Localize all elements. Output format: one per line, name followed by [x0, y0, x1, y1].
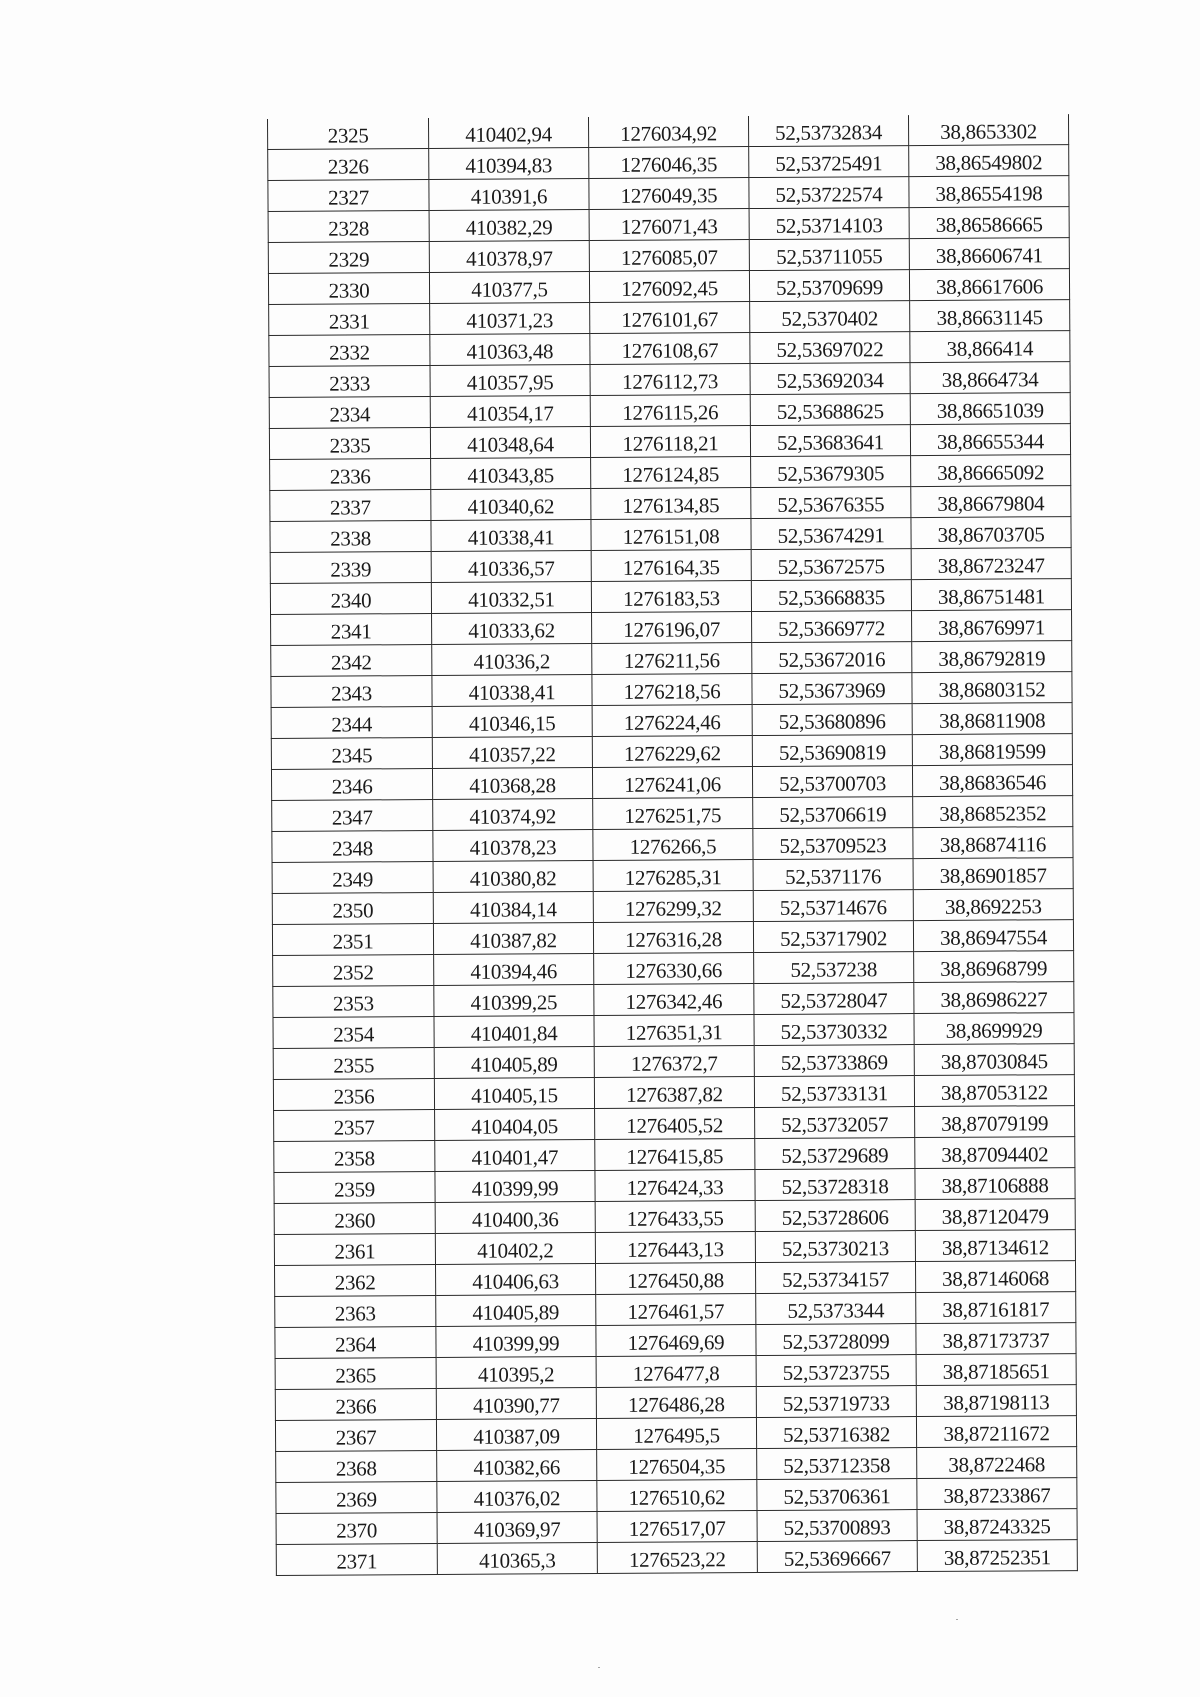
longitude-cell: 38,86769971	[912, 610, 1072, 642]
table-row	[269, 300, 1070, 336]
longitude-cell: 38,86803152	[912, 672, 1072, 704]
x-coordinate-cell: 410401,47	[435, 1140, 595, 1172]
x-coordinate-cell: 410369,97	[437, 1512, 597, 1544]
longitude-cell: 38,86554198	[909, 176, 1069, 208]
longitude-cell: 38,86986227	[914, 982, 1074, 1014]
x-coordinate-cell: 410376,02	[437, 1481, 597, 1513]
latitude-cell: 52,53668835	[751, 580, 911, 612]
point-number-cell: 2360	[274, 1202, 435, 1234]
y-coordinate-cell: 1276071,43	[589, 209, 749, 241]
x-coordinate-cell: 410338,41	[432, 675, 592, 707]
latitude-cell: 52,53711055	[749, 239, 909, 271]
longitude-cell: 38,87198113	[916, 1385, 1076, 1417]
table-row	[272, 796, 1073, 832]
table-row	[274, 1230, 1075, 1266]
table-row	[273, 1075, 1074, 1111]
latitude-cell: 52,53706619	[753, 797, 913, 829]
point-number-cell: 2368	[276, 1450, 437, 1482]
latitude-cell: 52,53679305	[751, 456, 911, 488]
longitude-cell: 38,87252351	[917, 1540, 1077, 1572]
point-number-cell: 2355	[273, 1047, 434, 1079]
latitude-cell: 52,53700703	[752, 766, 912, 798]
latitude-cell: 52,53729689	[755, 1138, 915, 1170]
point-number-cell: 2357	[274, 1109, 435, 1141]
latitude-cell: 52,5371176	[753, 859, 913, 891]
longitude-cell: 38,87161817	[916, 1292, 1076, 1324]
y-coordinate-cell: 1276342,46	[594, 984, 754, 1016]
longitude-cell: 38,87053122	[914, 1075, 1074, 1107]
table-row	[268, 176, 1069, 212]
point-number-cell: 2364	[275, 1326, 436, 1358]
latitude-cell: 52,53700893	[757, 1510, 917, 1542]
point-number-cell: 2343	[271, 676, 432, 708]
y-coordinate-cell: 1276523,22	[597, 1542, 757, 1574]
y-coordinate-cell: 1276251,75	[593, 798, 753, 830]
x-coordinate-cell: 410346,15	[432, 706, 592, 738]
table-row	[275, 1292, 1076, 1328]
table-row	[271, 610, 1072, 646]
table-row	[269, 331, 1070, 367]
longitude-cell: 38,87094402	[915, 1137, 1075, 1169]
x-coordinate-cell: 410382,29	[429, 210, 589, 242]
longitude-cell: 38,8699929	[914, 1013, 1074, 1045]
latitude-cell: 52,53706361	[757, 1479, 917, 1511]
point-number-cell: 2348	[272, 831, 433, 863]
y-coordinate-cell: 1276049,35	[589, 178, 749, 210]
y-coordinate-cell: 1276443,13	[595, 1232, 755, 1264]
x-coordinate-cell: 410368,28	[432, 768, 592, 800]
point-number-cell: 2330	[268, 273, 429, 305]
y-coordinate-cell: 1276510,62	[597, 1480, 757, 1512]
y-coordinate-cell: 1276183,53	[591, 581, 751, 613]
longitude-cell: 38,86852352	[913, 796, 1073, 828]
latitude-cell: 52,53712358	[757, 1448, 917, 1480]
table-row	[275, 1323, 1076, 1359]
y-coordinate-cell: 1276450,88	[595, 1263, 755, 1295]
point-number-cell: 2345	[271, 738, 432, 770]
y-coordinate-cell: 1276469,69	[596, 1325, 756, 1357]
latitude-cell: 52,53714676	[753, 890, 913, 922]
x-coordinate-cell: 410336,57	[431, 551, 591, 583]
latitude-cell: 52,53725491	[749, 146, 909, 178]
point-number-cell: 2363	[275, 1295, 436, 1327]
y-coordinate-cell: 1276517,07	[597, 1511, 757, 1543]
longitude-cell: 38,86606741	[909, 238, 1069, 270]
latitude-cell: 52,53692034	[750, 363, 910, 395]
x-coordinate-cell: 410394,46	[434, 954, 594, 986]
y-coordinate-cell: 1276164,35	[591, 550, 751, 582]
y-coordinate-cell: 1276477,8	[596, 1356, 756, 1388]
x-coordinate-cell: 410363,48	[430, 334, 590, 366]
point-number-cell: 2339	[270, 552, 431, 584]
table-row	[270, 548, 1071, 584]
y-coordinate-cell: 1276241,06	[592, 767, 752, 799]
table-row	[274, 1106, 1075, 1142]
latitude-cell: 52,53716382	[756, 1417, 916, 1449]
latitude-cell: 52,53719733	[756, 1386, 916, 1418]
x-coordinate-cell: 410336,2	[432, 644, 592, 676]
latitude-cell: 52,53714103	[749, 208, 909, 240]
latitude-cell: 52,53734157	[755, 1262, 915, 1294]
y-coordinate-cell: 1276211,56	[592, 643, 752, 675]
latitude-cell: 52,53674291	[751, 518, 911, 550]
point-number-cell: 2342	[271, 645, 432, 677]
y-coordinate-cell: 1276504,35	[597, 1449, 757, 1481]
longitude-cell: 38,86792819	[912, 641, 1072, 673]
x-coordinate-cell: 410399,99	[436, 1326, 596, 1358]
y-coordinate-cell: 1276092,45	[589, 271, 749, 303]
y-coordinate-cell: 1276387,82	[594, 1077, 754, 1109]
x-coordinate-cell: 410394,83	[429, 148, 589, 180]
longitude-cell: 38,86901857	[913, 858, 1073, 890]
longitude-cell: 38,86655344	[910, 424, 1070, 456]
x-coordinate-cell: 410378,97	[429, 241, 589, 273]
longitude-cell: 38,86665092	[911, 455, 1071, 487]
y-coordinate-cell: 1276415,85	[595, 1139, 755, 1171]
longitude-cell: 38,86723247	[911, 548, 1071, 580]
point-number-cell: 2340	[270, 583, 431, 615]
table-row	[271, 765, 1072, 801]
latitude-cell: 52,53680896	[752, 704, 912, 736]
point-number-cell: 2347	[272, 800, 433, 832]
longitude-cell: 38,86811908	[912, 703, 1072, 735]
y-coordinate-cell: 1276151,08	[591, 519, 751, 551]
y-coordinate-cell: 1276108,67	[590, 333, 750, 365]
latitude-cell: 52,53673969	[752, 673, 912, 705]
latitude-cell: 52,53728606	[755, 1200, 915, 1232]
latitude-cell: 52,53732057	[755, 1107, 915, 1139]
point-number-cell: 2334	[269, 397, 430, 429]
point-number-cell: 2327	[268, 180, 429, 212]
x-coordinate-cell: 410405,89	[434, 1047, 594, 1079]
point-number-cell: 2346	[271, 769, 432, 801]
point-number-cell: 2358	[274, 1140, 435, 1172]
latitude-cell: 52,5370402	[750, 301, 910, 333]
y-coordinate-cell: 1276330,66	[594, 953, 754, 985]
point-number-cell: 2335	[269, 428, 430, 460]
scan-speck	[598, 1667, 600, 1668]
x-coordinate-cell: 410399,25	[434, 985, 594, 1017]
point-number-cell: 2353	[273, 985, 434, 1017]
x-coordinate-cell: 410384,14	[433, 892, 593, 924]
point-number-cell: 2328	[268, 211, 429, 243]
latitude-cell: 52,53728318	[755, 1169, 915, 1201]
longitude-cell: 38,87120479	[915, 1199, 1075, 1231]
y-coordinate-cell: 1276224,46	[592, 705, 752, 737]
y-coordinate-cell: 1276112,73	[590, 364, 750, 396]
y-coordinate-cell: 1276118,21	[590, 426, 750, 458]
longitude-cell: 38,8664734	[910, 362, 1070, 394]
table-row	[271, 641, 1072, 677]
point-number-cell: 2336	[270, 459, 431, 491]
latitude-cell: 52,53730332	[754, 1014, 914, 1046]
table-row	[268, 207, 1069, 243]
point-number-cell: 2333	[269, 366, 430, 398]
table-row	[269, 362, 1070, 398]
latitude-cell: 52,53690819	[752, 735, 912, 767]
x-coordinate-cell: 410402,2	[435, 1233, 595, 1265]
table-row	[272, 889, 1073, 925]
point-number-cell: 2344	[271, 707, 432, 739]
x-coordinate-cell: 410332,51	[431, 582, 591, 614]
y-coordinate-cell: 1276196,07	[592, 612, 752, 644]
table-row	[272, 920, 1073, 956]
y-coordinate-cell: 1276046,35	[589, 147, 749, 179]
table-row	[276, 1540, 1077, 1576]
point-number-cell: 2341	[271, 614, 432, 646]
latitude-cell: 52,53730213	[755, 1231, 915, 1263]
table-row	[273, 1013, 1074, 1049]
latitude-cell: 52,53669772	[752, 611, 912, 643]
longitude-cell: 38,8722468	[917, 1447, 1077, 1479]
x-coordinate-cell: 410340,62	[431, 489, 591, 521]
x-coordinate-cell: 410387,09	[436, 1419, 596, 1451]
x-coordinate-cell: 410338,41	[431, 520, 591, 552]
table-row	[276, 1509, 1077, 1545]
table-row	[270, 579, 1071, 615]
table-row	[273, 982, 1074, 1018]
x-coordinate-cell: 410405,15	[434, 1078, 594, 1110]
latitude-cell: 52,53723755	[756, 1355, 916, 1387]
y-coordinate-cell: 1276351,31	[594, 1015, 754, 1047]
longitude-cell: 38,87030845	[914, 1044, 1074, 1076]
latitude-cell: 52,53709699	[749, 270, 909, 302]
y-coordinate-cell: 1276299,32	[593, 891, 753, 923]
y-coordinate-cell: 1276461,57	[596, 1294, 756, 1326]
latitude-cell: 52,53688625	[750, 394, 910, 426]
table-row	[275, 1385, 1076, 1421]
point-number-cell: 2359	[274, 1171, 435, 1203]
x-coordinate-cell: 410390,77	[436, 1388, 596, 1420]
x-coordinate-cell: 410405,89	[436, 1295, 596, 1327]
x-coordinate-cell: 410371,23	[430, 303, 590, 335]
table-row	[269, 393, 1070, 429]
x-coordinate-cell: 410382,66	[437, 1450, 597, 1482]
x-coordinate-cell: 410377,5	[429, 272, 589, 304]
table-row	[275, 1261, 1076, 1297]
longitude-cell: 38,87243325	[917, 1509, 1077, 1541]
table-row	[271, 734, 1072, 770]
longitude-cell: 38,86751481	[911, 579, 1071, 611]
x-coordinate-cell: 410333,62	[432, 613, 592, 645]
table-row	[273, 1044, 1074, 1080]
table-row	[268, 269, 1069, 305]
point-number-cell: 2365	[275, 1357, 436, 1389]
table-row	[271, 672, 1072, 708]
longitude-cell: 38,87079199	[915, 1106, 1075, 1138]
point-number-cell: 2356	[273, 1078, 434, 1110]
table-row	[272, 827, 1073, 863]
latitude-cell: 52,5373344	[756, 1293, 916, 1325]
longitude-cell: 38,87134612	[915, 1230, 1075, 1262]
table-row	[274, 1199, 1075, 1235]
point-number-cell: 2370	[276, 1512, 437, 1544]
x-coordinate-cell: 410357,95	[430, 365, 590, 397]
x-coordinate-cell: 410354,17	[430, 396, 590, 428]
point-number-cell: 2351	[272, 923, 433, 955]
y-coordinate-cell: 1276285,31	[593, 860, 753, 892]
table-row	[276, 1447, 1077, 1483]
point-number-cell: 2354	[273, 1016, 434, 1048]
longitude-cell: 38,86874116	[913, 827, 1073, 859]
longitude-cell: 38,86549802	[909, 145, 1069, 177]
y-coordinate-cell: 1276266,5	[593, 829, 753, 861]
longitude-cell: 38,8692253	[913, 889, 1073, 921]
y-coordinate-cell: 1276034,92	[588, 116, 748, 147]
longitude-cell: 38,86631145	[910, 300, 1070, 332]
point-number-cell: 2352	[273, 954, 434, 986]
x-coordinate-cell: 410400,36	[435, 1202, 595, 1234]
y-coordinate-cell: 1276085,07	[589, 240, 749, 272]
x-coordinate-cell: 410343,85	[431, 458, 591, 490]
point-number-cell: 2366	[275, 1388, 436, 1420]
latitude-cell: 52,53697022	[750, 332, 910, 364]
latitude-cell: 52,53672575	[751, 549, 911, 581]
longitude-cell: 38,86651039	[910, 393, 1070, 425]
longitude-cell: 38,87185651	[916, 1354, 1076, 1386]
table-row	[274, 1168, 1075, 1204]
y-coordinate-cell: 1276124,85	[591, 457, 751, 489]
longitude-cell: 38,86703705	[911, 517, 1071, 549]
point-number-cell: 2349	[272, 861, 433, 893]
x-coordinate-cell: 410348,64	[430, 427, 590, 459]
longitude-cell: 38,87211672	[916, 1416, 1076, 1448]
coordinates-table	[267, 114, 1078, 1576]
table-row	[269, 424, 1070, 460]
longitude-cell: 38,86947554	[913, 920, 1073, 952]
latitude-cell: 52,53722574	[749, 177, 909, 209]
table-row	[270, 455, 1071, 491]
x-coordinate-cell: 410402,94	[428, 117, 588, 148]
table-row	[270, 517, 1071, 553]
longitude-cell: 38,86617606	[909, 269, 1069, 301]
x-coordinate-cell: 410378,23	[433, 830, 593, 862]
table-row	[273, 951, 1074, 987]
point-number-cell: 2371	[276, 1543, 437, 1575]
latitude-cell: 52,53732834	[748, 115, 908, 146]
y-coordinate-cell: 1276486,28	[596, 1387, 756, 1419]
latitude-cell: 52,53696667	[757, 1541, 917, 1573]
latitude-cell: 52,53676355	[751, 487, 911, 519]
table-row	[268, 114, 1069, 149]
y-coordinate-cell: 1276101,67	[590, 302, 750, 334]
x-coordinate-cell: 410399,99	[435, 1171, 595, 1203]
point-number-cell: 2350	[272, 892, 433, 924]
point-number-cell: 2332	[269, 335, 430, 367]
latitude-cell: 52,53717902	[753, 921, 913, 953]
x-coordinate-cell: 410395,2	[436, 1357, 596, 1389]
x-coordinate-cell: 410387,82	[433, 923, 593, 955]
point-number-cell: 2331	[269, 304, 430, 336]
longitude-cell: 38,86968799	[914, 951, 1074, 983]
coordinates-table-body	[268, 114, 1078, 1575]
point-number-cell: 2367	[275, 1419, 436, 1451]
point-number-cell: 2362	[275, 1264, 436, 1296]
latitude-cell: 52,53733869	[754, 1045, 914, 1077]
latitude-cell: 52,53709523	[753, 828, 913, 860]
y-coordinate-cell: 1276218,56	[592, 674, 752, 706]
table-row	[274, 1137, 1075, 1173]
latitude-cell: 52,53683641	[750, 425, 910, 457]
latitude-cell: 52,53728099	[756, 1324, 916, 1356]
y-coordinate-cell: 1276495,5	[596, 1418, 756, 1450]
point-number-cell: 2337	[270, 490, 431, 522]
y-coordinate-cell: 1276372,7	[594, 1046, 754, 1078]
point-number-cell: 2329	[268, 242, 429, 274]
x-coordinate-cell: 410365,3	[437, 1543, 597, 1575]
longitude-cell: 38,87106888	[915, 1168, 1075, 1200]
x-coordinate-cell: 410406,63	[436, 1264, 596, 1296]
table-row	[271, 703, 1072, 739]
latitude-cell: 52,53728047	[754, 983, 914, 1015]
scan-speck	[956, 1619, 958, 1620]
table-row	[275, 1354, 1076, 1390]
longitude-cell: 38,8653302	[908, 114, 1068, 145]
longitude-cell: 38,86836546	[912, 765, 1072, 797]
table-row	[272, 858, 1073, 894]
x-coordinate-cell: 410401,84	[434, 1016, 594, 1048]
y-coordinate-cell: 1276229,62	[592, 736, 752, 768]
latitude-cell: 52,537238	[754, 952, 914, 984]
y-coordinate-cell: 1276316,28	[593, 922, 753, 954]
x-coordinate-cell: 410357,22	[432, 737, 592, 769]
latitude-cell: 52,53672016	[752, 642, 912, 674]
longitude-cell: 38,866414	[910, 331, 1070, 363]
longitude-cell: 38,86679804	[911, 486, 1071, 518]
x-coordinate-cell: 410374,92	[433, 799, 593, 831]
point-number-cell: 2369	[276, 1481, 437, 1513]
table-row	[270, 486, 1071, 522]
latitude-cell: 52,53733131	[754, 1076, 914, 1108]
x-coordinate-cell: 410404,05	[435, 1109, 595, 1141]
table-row	[268, 238, 1069, 274]
table-row	[275, 1416, 1076, 1452]
longitude-cell: 38,87233867	[917, 1478, 1077, 1510]
table-row	[268, 145, 1069, 181]
longitude-cell: 38,86819599	[912, 734, 1072, 766]
y-coordinate-cell: 1276424,33	[595, 1170, 755, 1202]
point-number-cell: 2338	[270, 521, 431, 553]
longitude-cell: 38,87146068	[915, 1261, 1075, 1293]
y-coordinate-cell: 1276134,85	[591, 488, 751, 520]
point-number-cell: 2326	[268, 149, 429, 181]
x-coordinate-cell: 410380,82	[433, 861, 593, 893]
point-number-cell: 2361	[274, 1233, 435, 1265]
x-coordinate-cell: 410391,6	[429, 179, 589, 211]
point-number-cell: 2325	[268, 118, 429, 149]
longitude-cell: 38,86586665	[909, 207, 1069, 239]
table-row	[276, 1478, 1077, 1514]
y-coordinate-cell: 1276115,26	[590, 395, 750, 427]
y-coordinate-cell: 1276433,55	[595, 1201, 755, 1233]
y-coordinate-cell: 1276405,52	[595, 1108, 755, 1140]
longitude-cell: 38,87173737	[916, 1323, 1076, 1355]
